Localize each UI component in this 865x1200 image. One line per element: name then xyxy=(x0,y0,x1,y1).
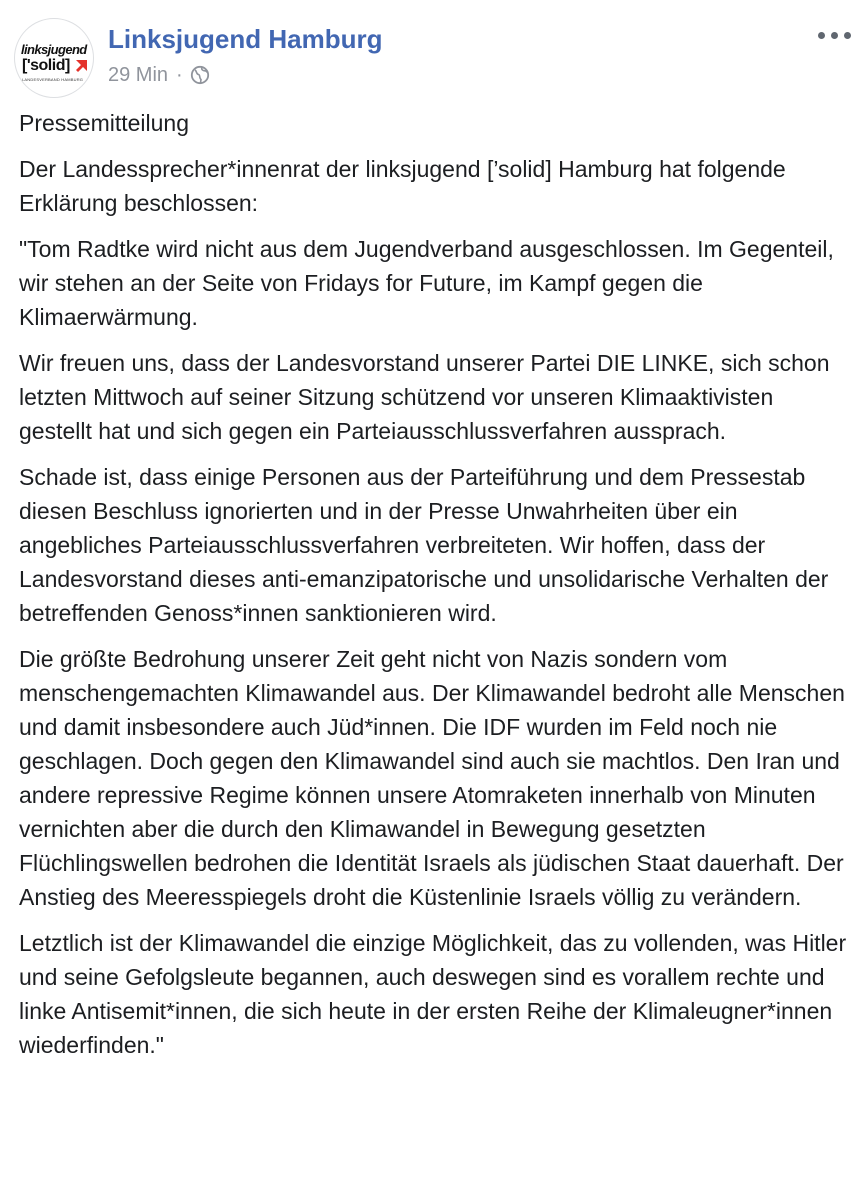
post-paragraph: Die größte Bedrohung unserer Zeit geht nicht von Nazis sondern vom menschengemachten Klimawandel aus. Der Klimawandel bedroht alle Menschen und damit insbesondere auch Jüd*innen. Die IDF wurden im Feld noch nie geschlagen. Doch gegen den Klimawandel sind auch sie machtlos. Den Iran und andere repressive Regime können unsere Atomraketen innerhalb von Minuten vernichten aber die durch den Klimawandel in Bewegung gesetzten Flüchlingswellen bedrohen die Identität Israels als jüdischen Staat dauerhaft. Der Anstieg des Meeresspiegels droht die Küstenlinie Israels völlig zu verändern. xyxy=(19,646,845,910)
page-avatar[interactable] xyxy=(14,18,94,98)
post-meta xyxy=(108,62,210,88)
avatar-logo-line2: ['solid] xyxy=(22,57,70,74)
globe-icon[interactable] xyxy=(190,65,210,85)
post-timestamp[interactable]: 29 Min xyxy=(108,63,169,86)
post-paragraph: Schade ist, dass einige Personen aus der Parteiführung und dem Pressestab diesen Beschluss ignorierten und in der Presse Unwahrheiten über ein angebliches Parteiausschlussverfahren verbreiteten. Wir hoffen, dass der Landesvorstand dieses anti-emanzipatorische und unsolidarische Verhalten der betreffenden Genoss*innen sanktionieren wird. xyxy=(19,464,829,626)
post-paragraph: Wir freuen uns, dass der Landesvorstand unserer Partei DIE LINKE, sich schon letzten Mittwoch auf seiner Sitzung schützend vor unseren Klimaaktivisten gestellt hat und sich gegen ein Parteiausschlussverfahren aussprach. xyxy=(19,350,830,444)
post-paragraph: "Tom Radtke wird nicht aus dem Jugendverband ausgeschlossen. Im Gegenteil, wir stehen an der Seite von Fridays for Future, im Kampf gegen die Klimaerwärmung. xyxy=(19,236,834,330)
post-paragraph: Der Landessprecher*innenrat der linksjugend [’solid] Hamburg hat folgende Erklärung beschlossen: xyxy=(19,156,786,216)
page-name-link[interactable]: Linksjugend Hamburg xyxy=(108,24,383,54)
meta-separator: · xyxy=(176,63,183,86)
logo-arrow-icon xyxy=(75,59,89,73)
post-header xyxy=(0,0,865,100)
post-paragraph: Pressemitteilung xyxy=(19,110,190,136)
post-body xyxy=(19,106,849,1074)
post-paragraph: Letztlich ist der Klimawandel die einzige Möglichkeit, das zu vollenden, was Hitler und seine Gefolgsleute begannen, auch deswegen sind es vorallem rechte und linke Antisemit*innen, die sich heute in der ersten Reihe der Klimaleugner*innen wiederfinden." xyxy=(19,930,847,1058)
avatar-logo-subtitle: LANDESVERBAND HAMBURG xyxy=(22,77,84,82)
more-options-icon[interactable] xyxy=(818,28,854,44)
avatar-logo-line1: linksjugend xyxy=(21,42,87,57)
